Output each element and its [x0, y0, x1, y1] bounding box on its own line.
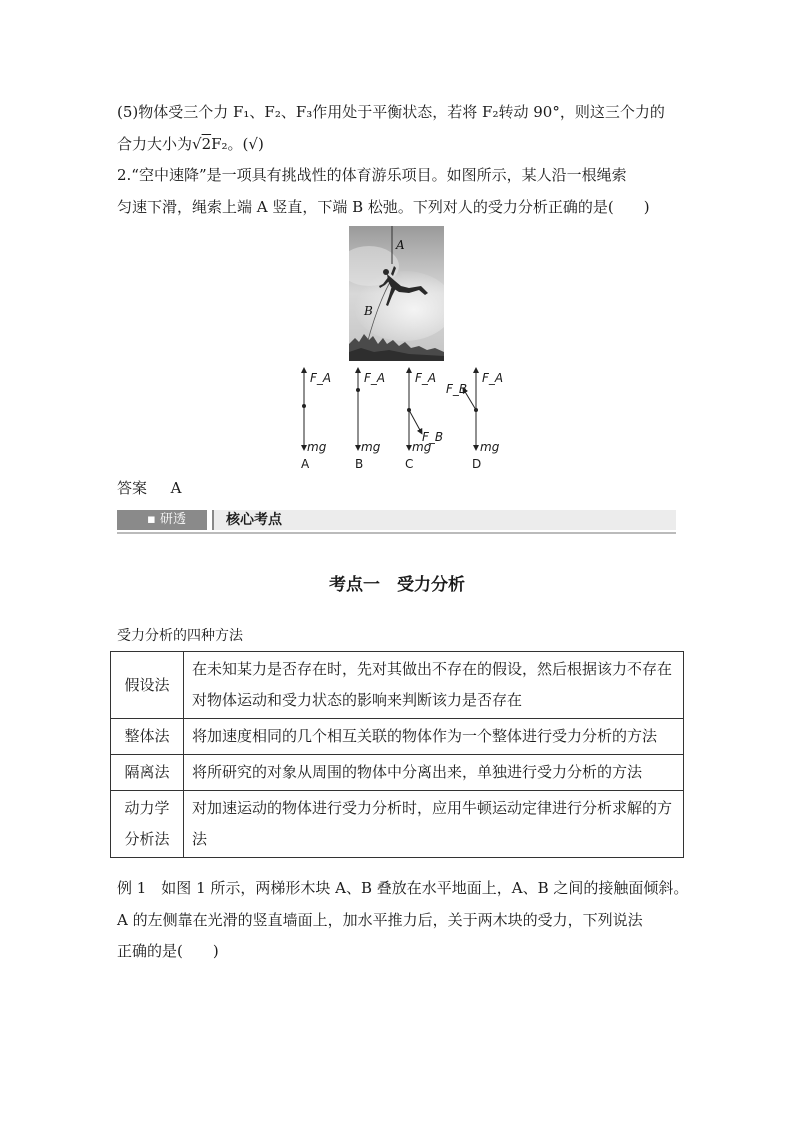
section-title: 考点一 受力分析 — [329, 575, 465, 595]
methods-heading: 受力分析的四种方法 — [117, 628, 243, 644]
banner-rule — [117, 532, 676, 534]
method-desc: 将所研究的对象从周围的物体中分离出来，单独进行受力分析的方法 — [184, 755, 684, 791]
answer-label: 答案 — [117, 479, 148, 497]
q5-line1: (5)物体受三个力 F₁、F₂、F₃作用处于平衡状态，若将 F₂转动 90°，则这三个力的 — [117, 103, 665, 121]
diagram-a-up-label: F_A — [310, 371, 332, 385]
table-row — [111, 755, 684, 791]
q5-line2-suffix: F₂。(√) — [211, 135, 264, 153]
method-desc: 对加速运动的物体进行受力分析时，应用牛顿运动定律进行分析求解的方法 — [184, 791, 684, 858]
method-desc: 将加速度相同的几个相互关联的物体作为一个整体进行受力分析的方法 — [184, 719, 684, 755]
banner-left-label: 研透 — [159, 512, 186, 527]
banner-right: 核心考点 — [212, 510, 676, 530]
table-row — [111, 791, 684, 858]
example-line2: A 的左侧靠在光滑的竖直墙面上，加水平推力后，关于两木块的受力，下列说法 — [117, 911, 643, 929]
diagram-c-up-label: F_A — [415, 371, 437, 385]
diagram-d-up-label: F_A — [482, 371, 504, 385]
method-desc: 在未知某力是否存在时，先对其做出不存在的假设，然后根据该力不存在对物体运动和受力状态的影响来判断该力是否存在 — [184, 652, 684, 719]
diagram-a — [302, 370, 306, 448]
method-name: 整体法 — [111, 719, 184, 755]
rappelling-photo — [349, 226, 444, 361]
diagram-b-option: B — [355, 457, 364, 471]
q2-line2: 匀速下滑，绳索上端 A 竖直，下端 B 松弛。下列对人的受力分析正确的是( ) — [117, 198, 650, 216]
diagram-c-down-label: mg — [412, 440, 432, 454]
section-banner — [117, 510, 676, 530]
q5-line2-prefix: 合力大小为 — [117, 135, 193, 153]
diagram-a-option: A — [301, 457, 310, 471]
diagram-c-extra-label: F_B — [422, 430, 444, 444]
sqrt-sign: √ — [192, 135, 202, 153]
answer-value: A — [170, 479, 182, 497]
diagram-b-down-label: mg — [361, 440, 381, 454]
diagram-d-extra-label: F_B — [446, 382, 468, 396]
table-row — [111, 652, 684, 719]
answer — [117, 478, 181, 498]
example-line3: 正确的是( ) — [117, 942, 219, 960]
diagram-d-down-label: mg — [480, 440, 500, 454]
sqrt-arg: 2 — [201, 135, 212, 153]
photo-label-a: A — [396, 238, 405, 252]
diagram-d-option: D — [472, 457, 482, 471]
table-row — [111, 719, 684, 755]
diagram-b — [356, 370, 360, 448]
methods-table — [110, 651, 684, 858]
q5-line2 — [117, 134, 264, 154]
example-line1: 例 1 如图 1 所示，两梯形木块 A、B 叠放在水平地面上，A、B 之间的接触面倾斜。 — [117, 879, 689, 897]
method-name: 假设法 — [111, 652, 184, 719]
method-name: 动力学分析法 — [111, 791, 184, 858]
method-name: 隔离法 — [111, 755, 184, 791]
diagram-a-down-label: mg — [307, 440, 327, 454]
banner-left: ▪ 研透 — [117, 510, 207, 530]
q2-line1: 2.“空中速降”是一项具有挑战性的体育游乐项目。如图所示，某人沿一根绳索 — [117, 166, 627, 184]
photo-label-b: B — [364, 304, 373, 318]
diagram-b-up-label: F_A — [364, 371, 386, 385]
diagram-c-option: C — [405, 457, 414, 471]
